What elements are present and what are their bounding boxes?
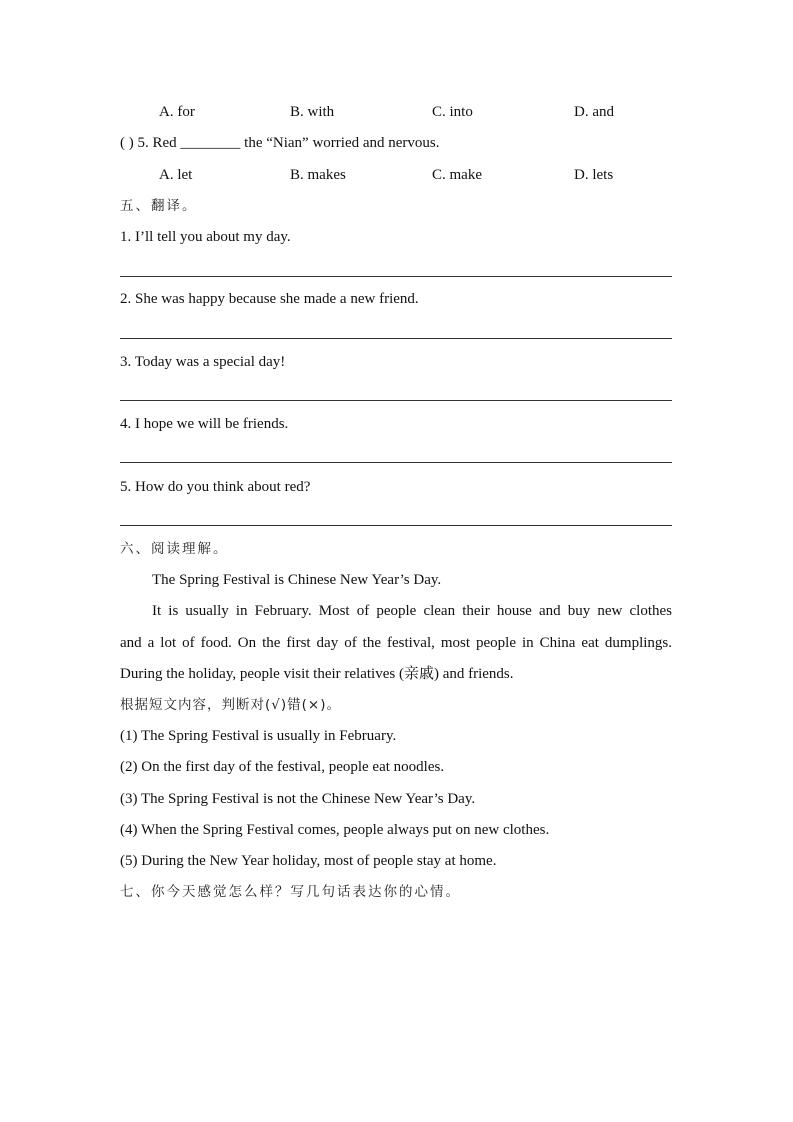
- translation-item: 2. She was happy because she made a new friend.: [120, 291, 419, 307]
- option-d: D. lets: [574, 167, 614, 183]
- section-7-title: 七、你今天感觉怎么样？写几句话表达你的心情。: [120, 884, 461, 900]
- statement: (2) On the first day of the festival, people eat noodles.: [120, 759, 445, 775]
- answer-line[interactable]: [120, 276, 672, 277]
- passage-line: It is usually in February. Most of people clean their house and buy new clothes: [152, 603, 672, 619]
- instruction: 根据短文内容，判断对(√)错(×)。: [120, 697, 341, 713]
- statement: (4) When the Spring Festival comes, people always put on new clothes.: [120, 822, 550, 838]
- answer-line[interactable]: [120, 400, 672, 401]
- translation-item: 4. I hope we will be friends.: [120, 416, 289, 432]
- option-b: B. with: [290, 104, 335, 120]
- statement: (1) The Spring Festival is usually in February.: [120, 728, 397, 744]
- answer-line[interactable]: [120, 462, 672, 463]
- translation-item: 1. I’ll tell you about my day.: [120, 229, 291, 245]
- section-6-title: 六、阅读理解。: [120, 541, 229, 557]
- translation-item: 5. How do you think about red?: [120, 479, 311, 495]
- option-a: A. let: [159, 167, 193, 183]
- statement: (5) During the New Year holiday, most of people stay at home.: [120, 853, 497, 869]
- option-d: D. and: [574, 104, 614, 120]
- option-c: C. make: [432, 167, 482, 183]
- answer-line[interactable]: [120, 525, 672, 526]
- statement: (3) The Spring Festival is not the Chinese New Year’s Day.: [120, 791, 476, 807]
- option-b: B. makes: [290, 167, 346, 183]
- translation-item: 3. Today was a special day!: [120, 354, 286, 370]
- answer-line[interactable]: [120, 338, 672, 339]
- section-5-title: 五、翻译。: [120, 198, 198, 214]
- passage-line: During the holiday, people visit their relatives (亲戚) and friends.: [120, 666, 514, 682]
- passage-line: The Spring Festival is Chinese New Year’s Day.: [152, 572, 442, 588]
- passage-line: and a lot of food. On the first day of the festival, most people in China eat dumplings.: [120, 635, 672, 651]
- option-c: C. into: [432, 104, 473, 120]
- option-a: A. for: [159, 104, 195, 120]
- question-5: ( ) 5. Red ________ the “Nian” worried and nervous.: [120, 135, 440, 151]
